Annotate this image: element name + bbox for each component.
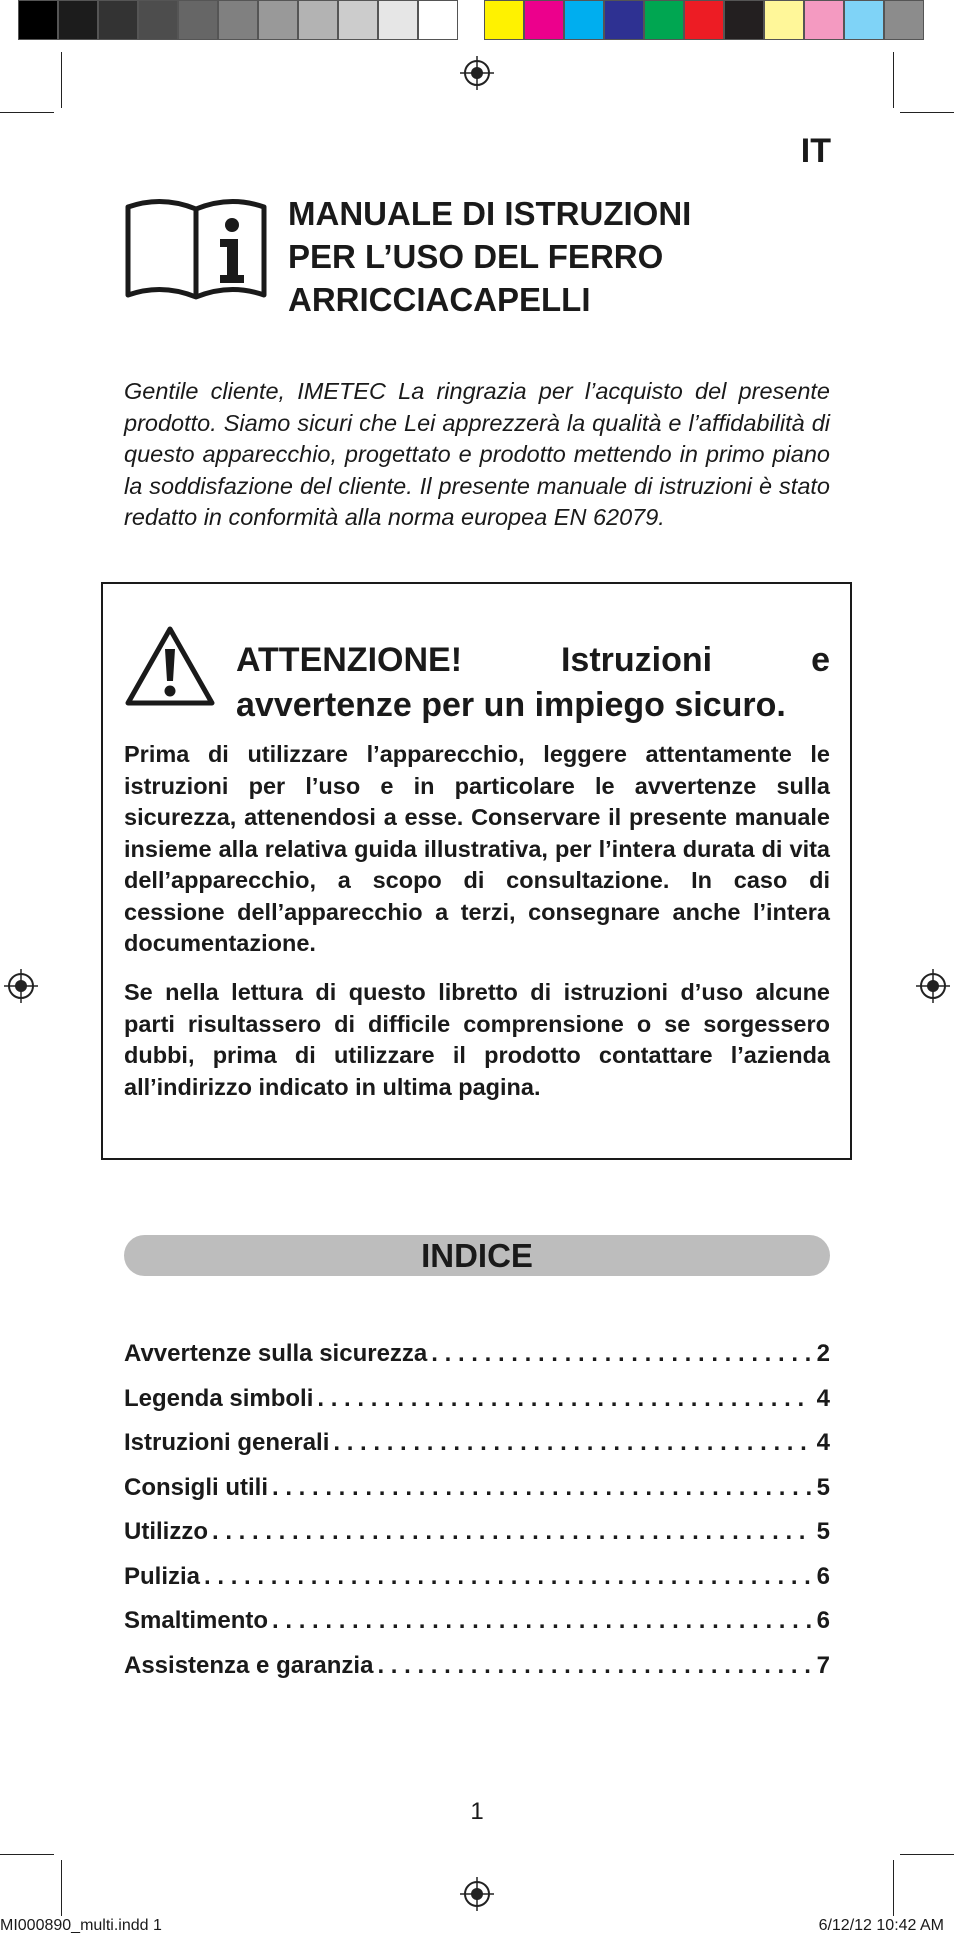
toc-page-number: 6 [816,1562,830,1590]
toc-label: Assistenza e garanzia [124,1651,374,1679]
toc-leader-dots [272,1474,812,1502]
index-heading: INDICE [124,1235,830,1276]
warning-title-line: avvertenze per un impiego sicuro. [236,686,786,724]
crop-mark [0,1854,54,1855]
color-calibration-bar [484,0,924,44]
color-swatch [338,0,378,40]
color-swatch [804,0,844,40]
toc-entry[interactable] [124,1518,830,1563]
warning-title-word: Istruzioni [560,641,713,679]
crop-mark [893,52,894,108]
color-swatch [764,0,804,40]
registration-mark-icon [460,1877,494,1911]
warning-title-word: e [811,641,830,679]
toc-entry[interactable] [124,1474,830,1519]
toc-leader-dots [204,1563,812,1591]
toc-entry[interactable] [124,1429,830,1474]
manual-info-icon [124,195,268,303]
color-swatch [378,0,418,40]
registration-mark-icon [4,969,38,1003]
registration-mark-icon [916,969,950,1003]
toc-page-number: 4 [816,1384,830,1412]
crop-mark [893,1860,894,1916]
manual-title [288,192,788,321]
warning-paragraph: Se nella lettura di questo libretto di istruzioni d’uso alcune parti risultassero di difficile comprensione o se sorgessero dubbi, prima di utilizzare il prodotto contattare l’azienda all’indirizzo indicato in ultima pagina. [124,979,830,1100]
toc-leader-dots [333,1429,812,1457]
intro-paragraph: Gentile cliente, IMETEC La ringrazia per l’acquisto del presente prodotto. Siamo sicuri che Lei apprezzerà la qualità e l’affidabilità di questo apparecchio, progettato e prodotto mettendo in primo piano la soddisfazione del cliente. Il presente manuale di istruzioni è stato redatto in conformità alla norma europea EN 62079. [124,378,830,530]
color-swatch [298,0,338,40]
color-swatch [524,0,564,40]
color-swatch [178,0,218,40]
toc-leader-dots [272,1607,812,1635]
toc-label: Consigli utili [124,1473,268,1501]
toc-label: Avvertenze sulla sicurezza [124,1340,428,1367]
print-slug-filename: MI000890_multi.indd 1 [0,1917,162,1934]
toc-entry[interactable] [124,1563,830,1608]
title-line: MANUALE DI ISTRUZIONI [288,195,692,232]
color-swatch [684,0,724,40]
color-swatch [884,0,924,40]
warning-paragraph: Prima di utilizzare l’apparecchio, leggere attentamente le istruzioni per l’uso e in particolare le avvertenze sulla sicurezza, attenendosi a esse. Conservare il presente manuale insieme alla relativa guida illustrativa, per l’intera durata di vita dell’apparecchio, a scopo di consultazione. In caso di cessione dell’apparecchio a terzi, consegnare anche l’intera documentazione. [124,741,830,956]
color-swatch [18,0,58,40]
grayscale-calibration-bar [18,0,458,44]
table-of-contents [124,1340,830,1696]
registration-mark-icon [460,56,494,90]
crop-mark [900,1854,954,1855]
warning-triangle-icon [124,625,216,707]
toc-page-number: 7 [816,1651,830,1679]
toc-page-number: 5 [816,1518,830,1545]
color-swatch [58,0,98,40]
warning-title [236,638,830,728]
crop-mark [61,1860,62,1916]
toc-leader-dots [431,1340,812,1368]
toc-label: Pulizia [124,1562,201,1590]
toc-entry[interactable] [124,1607,830,1652]
color-swatch [418,0,458,40]
toc-page-number: 6 [816,1607,830,1634]
color-swatch [564,0,604,40]
color-swatch [724,0,764,40]
color-swatch [258,0,298,40]
title-line: ARRICCIACAPELLI [288,281,591,318]
toc-entry[interactable] [124,1340,830,1385]
title-line: PER L’USO DEL FERRO [288,238,664,275]
toc-label: Utilizzo [124,1518,208,1545]
color-swatch [644,0,684,40]
toc-leader-dots [212,1518,812,1546]
toc-page-number: 2 [816,1340,830,1367]
toc-label: Istruzioni generali [124,1429,330,1456]
toc-entry[interactable] [124,1385,830,1430]
toc-page-number: 4 [816,1429,830,1456]
crop-mark [900,112,954,113]
color-swatch [844,0,884,40]
toc-entry[interactable] [124,1652,830,1697]
crop-mark [0,112,54,113]
color-swatch [138,0,178,40]
toc-leader-dots [377,1652,812,1680]
toc-label: Smaltimento [124,1607,269,1634]
toc-page-number: 5 [816,1473,830,1501]
color-swatch [218,0,258,40]
page-number: 1 [470,1798,484,1825]
crop-mark [61,52,62,108]
color-swatch [484,0,524,40]
toc-leader-dots [317,1385,812,1413]
color-swatch [604,0,644,40]
color-swatch [98,0,138,40]
language-code: IT [800,132,831,170]
print-slug-timestamp: 6/12/12 10:42 AM [818,1917,944,1934]
warning-title-word: ATTENZIONE! [236,641,463,679]
toc-label: Legenda simboli [124,1384,314,1412]
